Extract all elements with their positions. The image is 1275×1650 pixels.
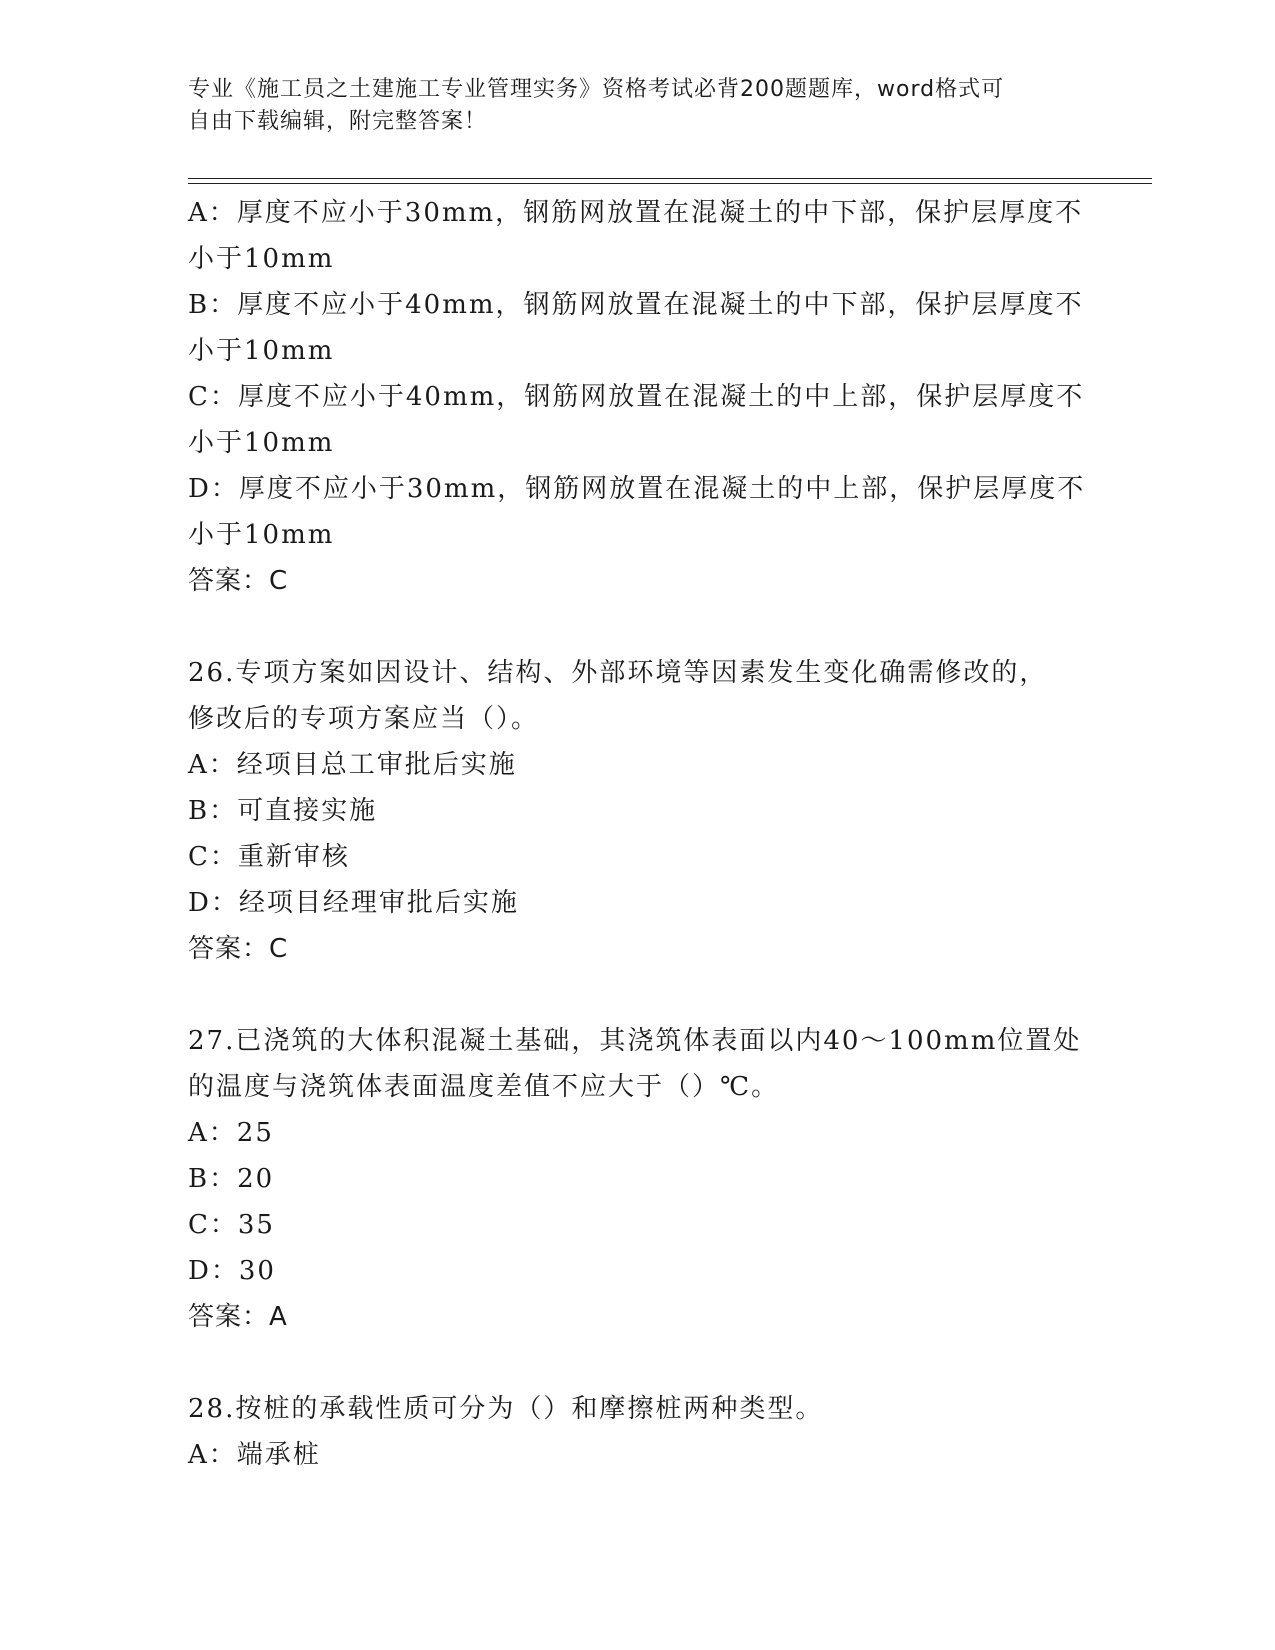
option-d: D：经项目经理审批后实施 — [188, 888, 519, 918]
document-body — [188, 190, 1088, 1478]
question-25 — [188, 190, 1088, 604]
option-a: A：经项目总工审批后实施 — [188, 750, 517, 780]
header-divider-top — [188, 178, 1152, 179]
option-c: C：重新审核 — [188, 842, 350, 872]
answer-line: 答案：A — [188, 1302, 288, 1332]
question-27 — [188, 1018, 1088, 1340]
option-b-line-2: 小于10mm — [188, 336, 335, 366]
question-spacer — [188, 1340, 1088, 1386]
question-28 — [188, 1386, 1088, 1478]
document-header — [188, 74, 1068, 138]
option-d: D：30 — [188, 1256, 276, 1286]
option-a-line-2: 小于10mm — [188, 244, 335, 274]
option-c-line-2: 小于10mm — [188, 428, 335, 458]
answer-line: 答案：C — [188, 934, 289, 964]
option-c-line-1: C：厚度不应小于40mm，钢筋网放置在混凝土的中上部，保护层厚度不 — [188, 382, 1085, 412]
option-b: B：20 — [188, 1164, 275, 1194]
question-spacer — [188, 604, 1088, 650]
question-26 — [188, 650, 1088, 972]
option-b: B：可直接实施 — [188, 796, 378, 826]
question-spacer — [188, 972, 1088, 1018]
question-stem-line-1: 26.专项方案如因设计、结构、外部环境等因素发生变化确需修改的， — [188, 658, 1048, 688]
option-a: A：端承桩 — [188, 1440, 321, 1470]
question-stem-line-1: 28.按桩的承载性质可分为（）和摩擦桩两种类型。 — [188, 1394, 824, 1424]
option-c: C：35 — [188, 1210, 275, 1240]
option-a: A：25 — [188, 1118, 274, 1148]
option-d-line-1: D：厚度不应小于30mm，钢筋网放置在混凝土的中上部，保护层厚度不 — [188, 474, 1086, 504]
option-d-line-2: 小于10mm — [188, 520, 335, 550]
header-divider-bottom — [188, 183, 1152, 184]
header-line-2: 自由下载编辑，附完整答案！ — [188, 109, 488, 134]
option-b-line-1: B：厚度不应小于40mm，钢筋网放置在混凝土的中下部，保护层厚度不 — [188, 290, 1084, 320]
answer-line: 答案：C — [188, 566, 289, 596]
question-stem-line-1: 27.已浇筑的大体积混凝土基础，其浇筑体表面以内40～100mm位置处 — [188, 1026, 1082, 1056]
question-stem-line-2: 修改后的专项方案应当（）。 — [188, 704, 540, 734]
option-a-line-1: A：厚度不应小于30mm，钢筋网放置在混凝土的中下部，保护层厚度不 — [188, 198, 1084, 228]
question-stem-line-2: 的温度与浇筑体表面温度差值不应大于（）℃。 — [188, 1072, 780, 1102]
header-line-1: 专业《施工员之土建施工专业管理实务》资格考试必背200题题库，word格式可 — [188, 77, 1005, 102]
